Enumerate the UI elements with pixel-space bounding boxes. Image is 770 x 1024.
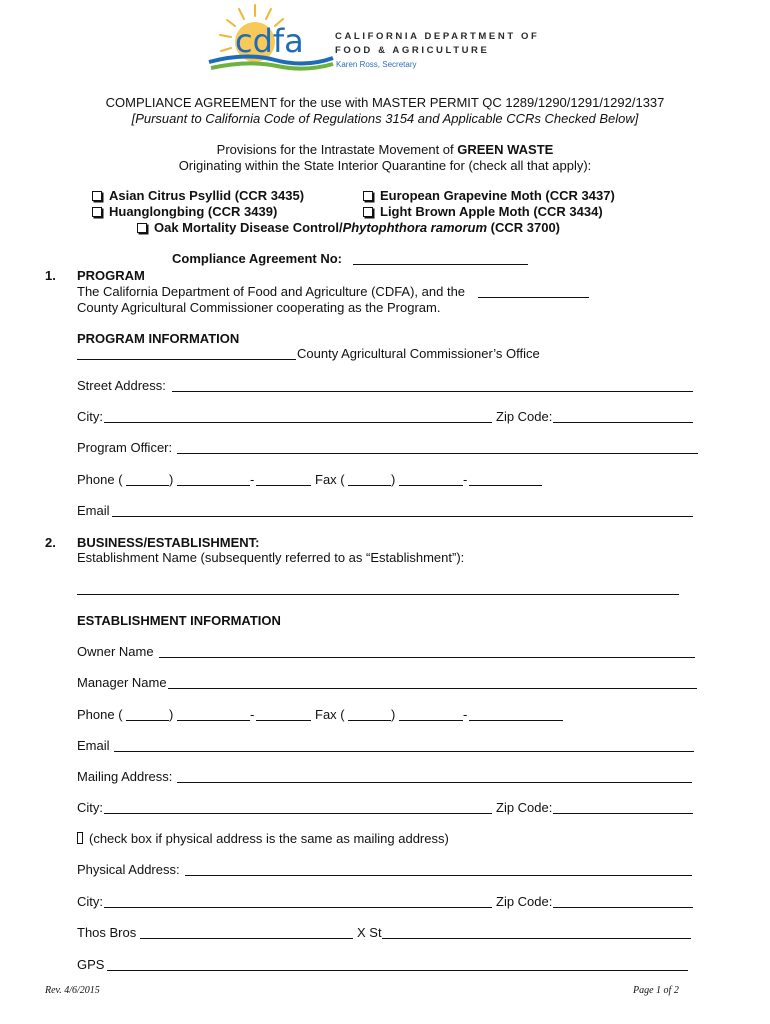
revision-date: Rev. 4/6/2015 [45, 985, 100, 996]
section2-heading: BUSINESS/ESTABLISHMENT: [77, 535, 260, 550]
checkbox-hlb[interactable] [92, 204, 277, 219]
city-field[interactable] [104, 422, 492, 423]
manager-name-label: Manager Name [77, 675, 167, 690]
est-fax-dash: - [463, 707, 468, 722]
zip-field[interactable] [553, 422, 693, 423]
cross-street-field[interactable] [382, 938, 691, 939]
section1-heading: PROGRAM [77, 268, 145, 283]
phone-area-code-field[interactable] [126, 485, 169, 486]
establishment-name-field[interactable] [77, 594, 679, 595]
secretary-name: Karen Ross, Secretary [336, 60, 417, 69]
checkbox-egm-label: European Grapevine Moth (CCR 3437) [380, 188, 615, 203]
fax-prefix-field[interactable] [399, 485, 463, 486]
dept-name-line1: CALIFORNIA DEPARTMENT OF [335, 31, 540, 42]
est-zip-label: Zip Code: [496, 800, 553, 815]
checkbox-square-icon[interactable] [363, 207, 373, 217]
same-address-row[interactable] [77, 831, 449, 846]
section-number-2: 2. [45, 535, 56, 550]
phone-paren-close: ) [169, 472, 174, 487]
checkbox-lbam[interactable] [363, 204, 603, 219]
document-subtitle: [Pursuant to California Code of Regulations 3154 and Applicable CCRs Checked Below] [131, 111, 639, 126]
est-email-label: Email [77, 738, 110, 753]
est-fax-prefix-field[interactable] [399, 720, 463, 721]
checkbox-sod-label-italic: Phytophthora ramorum [342, 220, 488, 235]
establishment-name-label: Establishment Name (subsequently referred to as “Establishment”): [77, 550, 465, 565]
program-info-heading: PROGRAM INFORMATION [77, 331, 240, 346]
cross-street-label: X St [357, 925, 382, 940]
checkbox-square-icon[interactable] [363, 191, 373, 201]
section1-text1: The California Department of Food and Agriculture (CDFA), and the [77, 284, 466, 299]
provisions-prefix: Provisions for the Intrastate Movement of [216, 142, 458, 157]
est-fax-paren-close: ) [391, 707, 396, 722]
thos-bros-label: Thos Bros [77, 925, 137, 940]
checkbox-sod-label-suffix: (CCR 3700) [487, 220, 560, 235]
est-fax-area-code-field[interactable] [348, 720, 391, 721]
checkbox-sod-label-prefix: Oak Mortality Disease Control/ [154, 220, 343, 235]
est-phone-dash: - [250, 707, 255, 722]
fax-line-field[interactable] [469, 485, 542, 486]
phone-prefix-field[interactable] [177, 485, 250, 486]
program-officer-label: Program Officer: [77, 440, 173, 455]
email-field[interactable] [112, 516, 693, 517]
county-office-label: County Agricultural Commissioner’s Office [297, 346, 540, 361]
est-phone-line-field[interactable] [256, 720, 311, 721]
section-number-1: 1. [45, 268, 56, 283]
physical-address-label: Physical Address: [77, 862, 180, 877]
page-number: Page 1 of 2 [633, 985, 679, 996]
agreement-no-field[interactable] [353, 264, 528, 265]
owner-name-label: Owner Name [77, 644, 154, 659]
physical-city-label: City: [77, 894, 103, 909]
checkbox-lbam-label: Light Brown Apple Moth (CCR 3434) [380, 204, 603, 219]
est-phone-prefix-field[interactable] [177, 720, 250, 721]
physical-city-field[interactable] [104, 907, 492, 908]
checkbox-hlb-label: Huanglongbing (CCR 3439) [109, 204, 278, 219]
checkbox-square-icon[interactable] [92, 207, 102, 217]
est-phone-paren-close: ) [169, 707, 174, 722]
originating-line: Originating within the State Interior Quarantine for (check all that apply): [178, 158, 592, 173]
street-address-label: Street Address: [77, 378, 166, 393]
checkbox-square-icon[interactable] [137, 223, 147, 233]
est-email-field[interactable] [114, 751, 694, 752]
est-phone-label: Phone ( [77, 707, 123, 722]
street-address-field[interactable] [172, 391, 693, 392]
checkbox-sod[interactable] [137, 220, 560, 235]
thos-bros-field[interactable] [140, 938, 353, 939]
owner-name-field[interactable] [159, 657, 695, 658]
zip-label: Zip Code: [496, 409, 553, 424]
fax-paren-close: ) [391, 472, 396, 487]
phone-dash: - [250, 472, 255, 487]
est-phone-area-code-field[interactable] [126, 720, 169, 721]
manager-name-field[interactable] [168, 688, 697, 689]
gps-label: GPS [77, 957, 105, 972]
est-fax-label: Fax ( [315, 707, 345, 722]
section1-text2: County Agricultural Commissioner cooperating as the Program. [77, 300, 441, 315]
provisions-line [0, 142, 770, 157]
est-zip-field[interactable] [553, 813, 693, 814]
fax-area-code-field[interactable] [348, 485, 391, 486]
city-label: City: [77, 409, 103, 424]
agreement-no-label: Compliance Agreement No: [172, 251, 342, 266]
gps-field[interactable] [107, 970, 688, 971]
fax-label: Fax ( [315, 472, 345, 487]
physical-zip-field[interactable] [553, 907, 693, 908]
phone-line-field[interactable] [256, 485, 311, 486]
establishment-info-heading: ESTABLISHMENT INFORMATION [77, 613, 281, 628]
dept-name-line2: FOOD & AGRICULTURE [335, 45, 490, 56]
est-fax-line-field[interactable] [469, 720, 563, 721]
physical-zip-label: Zip Code: [496, 894, 553, 909]
checkbox-square-icon[interactable] [92, 191, 102, 201]
mailing-address-label: Mailing Address: [77, 769, 173, 784]
est-city-label: City: [77, 800, 103, 815]
est-city-field[interactable] [104, 813, 492, 814]
physical-address-field[interactable] [185, 875, 692, 876]
mailing-address-field[interactable] [177, 782, 692, 783]
program-officer-field[interactable] [177, 453, 698, 454]
provisions-bold: GREEN WASTE [457, 142, 554, 157]
county-office-field[interactable] [77, 359, 296, 360]
logo-text: cdfa [235, 22, 304, 60]
fax-dash: - [463, 472, 468, 487]
phone-label: Phone ( [77, 472, 123, 487]
same-address-label: (check box if physical address is the same as mailing address) [89, 831, 449, 846]
county-name-field[interactable] [478, 297, 589, 298]
checkbox-egm[interactable] [363, 188, 615, 203]
checkbox-acp[interactable] [92, 188, 304, 203]
document-title: COMPLIANCE AGREEMENT for the use with MASTER PERMIT QC 1289/1290/1291/1292/1337 [105, 95, 665, 110]
same-address-checkbox-icon[interactable] [77, 832, 83, 844]
email-label: Email [77, 503, 110, 518]
cdfa-sun-logo-icon [205, 2, 335, 80]
checkbox-acp-label: Asian Citrus Psyllid (CCR 3435) [109, 188, 305, 203]
